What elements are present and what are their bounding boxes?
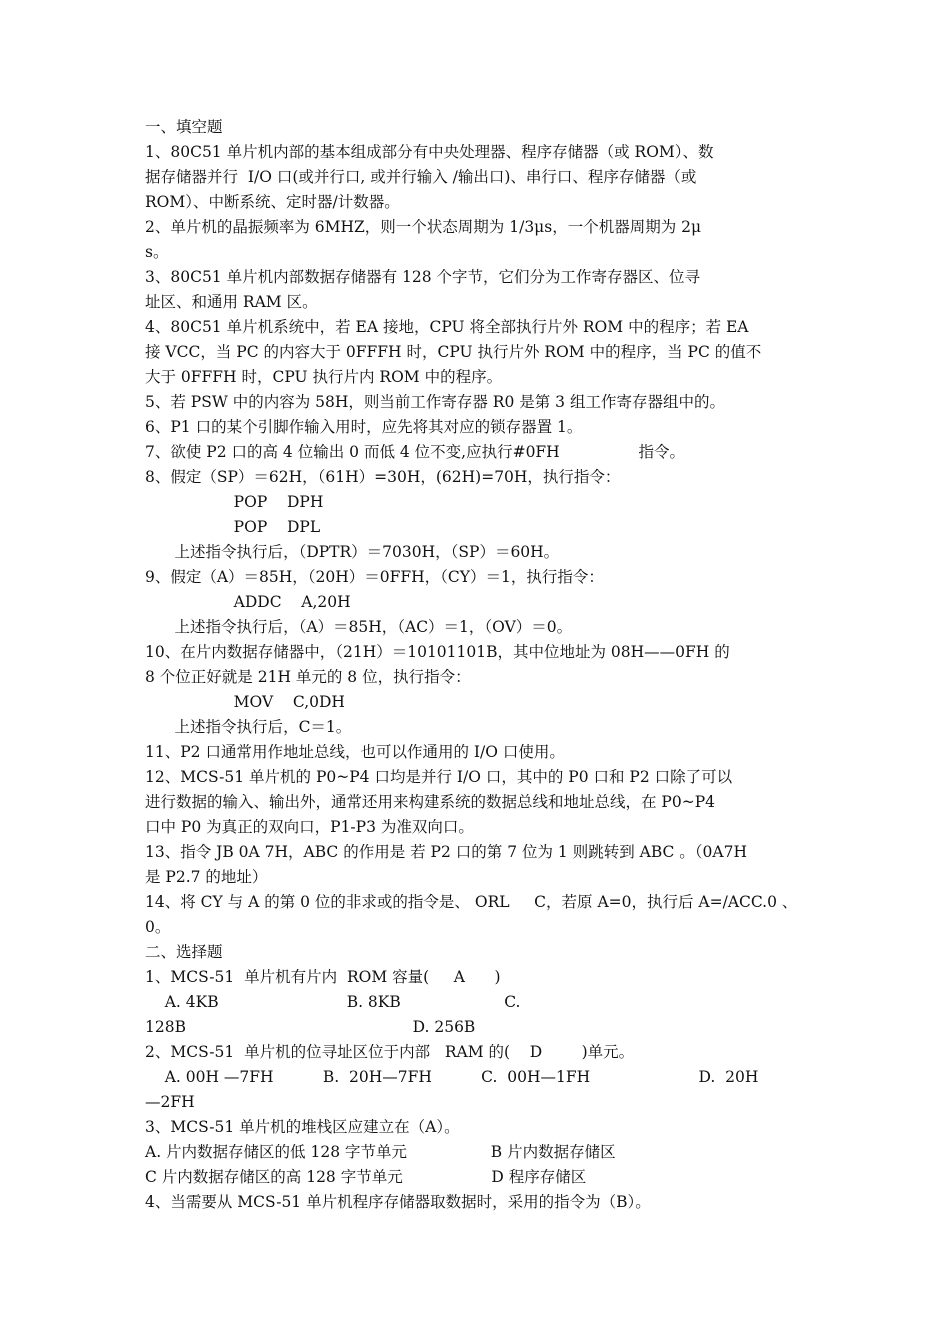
question-text-line: 7、欲使 P2 口的高 4 位输出 0 而低 4 位不变,应执行#0FH 指令。 [145,443,686,461]
question-text-line: 4、80C51 单片机系统中，若 EA 接地，CPU 将全部执行片外 ROM 中的程序；若 EA [145,318,749,336]
question-text-line: 上述指令执行后，（A）＝85H，（AC）＝1，（OV）＝0。 [145,618,573,636]
question-text-line: 4、当需要从 MCS-51 单片机程序存储器取数据时，采用的指令为（B）。 [145,1193,651,1211]
question-text-line: 上述指令执行后，C＝1。 [145,718,352,736]
question-text-line: 13、指令 JB 0A 7H，ABC 的作用是 若 P2 口的第 7 位为 1 则跳转到 ABC 。（0A7H [145,843,747,861]
question-text-line: 1、80C51 单片机内部的基本组成部分有中央处理器、程序存储器（或 ROM）、数 [145,143,714,161]
answer-options-line: C 片内数据存储区的高 128 字节单元 D 程序存储区 [145,1168,587,1186]
question-text-line: 9、假定（A）＝85H，（20H）＝0FFH，（CY）＝1，执行指令： [145,568,604,586]
code-line: ADDC A,20H [145,593,351,611]
question-text-line: s。 [145,243,169,261]
code-line: MOV C,0DH [145,693,345,711]
code-line: POP DPH [145,493,324,511]
question-text-line: 14、将 CY 与 A 的第 0 位的非求或的指令是、 ORL C，若原 A=0，执行后 A=/ACC.0 、 [145,893,798,911]
answer-options-line: —2FH [145,1093,195,1111]
question-text-line: 8、假定（SP）＝62H，（61H）=30H，(62H)=70H，执行指令： [145,468,621,486]
question-text-line: 11、P2 口通常用作地址总线，也可以作通用的 I/O 口使用。 [145,743,565,761]
question-text-line: 10、在片内数据存储器中，（21H）＝10101101B，其中位地址为 08H——0FH 的 [145,643,730,661]
question-text-line: 2、单片机的晶振频率为 6MHZ，则一个状态周期为 1/3μs，一个机器周期为 2μ [145,218,702,236]
answer-options-line: A. 4KB B. 8KB C. [145,993,521,1011]
question-text-line: 址区、和通用 RAM 区。 [145,293,318,311]
question-text-line: 12、MCS-51 单片机的 P0~P4 口均是并行 I/O 口，其中的 P0 口和 P2 口除了可以 [145,768,733,786]
question-text-line: 0。 [145,918,171,936]
question-text-line: 口中 P0 为真正的双向口，P1-P3 为准双向口。 [145,818,474,836]
question-text-line: 5、若 PSW 中的内容为 58H，则当前工作寄存器 R0 是第 3 组工作寄存器组中的。 [145,393,725,411]
question-text-line: 3、80C51 单片机内部数据存储器有 128 个字节，它们分为工作寄存器区、位寻 [145,268,701,286]
code-line: POP DPL [145,518,321,536]
question-text-line: ROM）、中断系统、定时器/计数器。 [145,193,400,211]
question-text-line: 据存储器并行 I/O 口(或并行口, 或并行输入 /输出口)、串行口、程序存储器（或 [145,168,697,186]
question-text-line: 6、P1 口的某个引脚作输入用时，应先将其对应的锁存器置 1。 [145,418,583,436]
question-text-line: 3、MCS-51 单片机的堆栈区应建立在（A）。 [145,1118,460,1136]
answer-options-line: A. 00H —7FH B. 20H—7FH C. 00H—1FH D. 20H [145,1068,759,1086]
answer-options-line: A. 片内数据存储区的低 128 字节单元 B 片内数据存储区 [145,1143,616,1161]
question-text-line: 1、MCS-51 单片机有片内 ROM 容量( A ) [145,968,501,986]
question-text-line: 2、MCS-51 单片机的位寻址区位于内部 RAM 的( D )单元。 [145,1043,635,1061]
question-text-line: 8 个位正好就是 21H 单元的 8 位，执行指令： [145,668,471,686]
question-text-line: 上述指令执行后，（DPTR）＝7030H，（SP）＝60H。 [145,543,560,561]
question-text-line: 进行数据的输入、输出外，通常还用来构建系统的数据总线和地址总线，在 P0~P4 [145,793,715,811]
section-title-multiple-choice: 二、选择题 [145,943,223,961]
question-text-line: 大于 0FFFH 时，CPU 执行片内 ROM 中的程序。 [145,368,503,386]
question-text-line: 接 VCC，当 PC 的内容大于 0FFFH 时，CPU 执行片外 ROM 中的程序，当 PC 的值不 [145,343,762,361]
section-title-fill-in: 一、填空题 [145,118,223,136]
question-text-line: 是 P2.7 的地址） [145,868,268,886]
answer-options-line: 128B D. 256B [145,1018,476,1036]
